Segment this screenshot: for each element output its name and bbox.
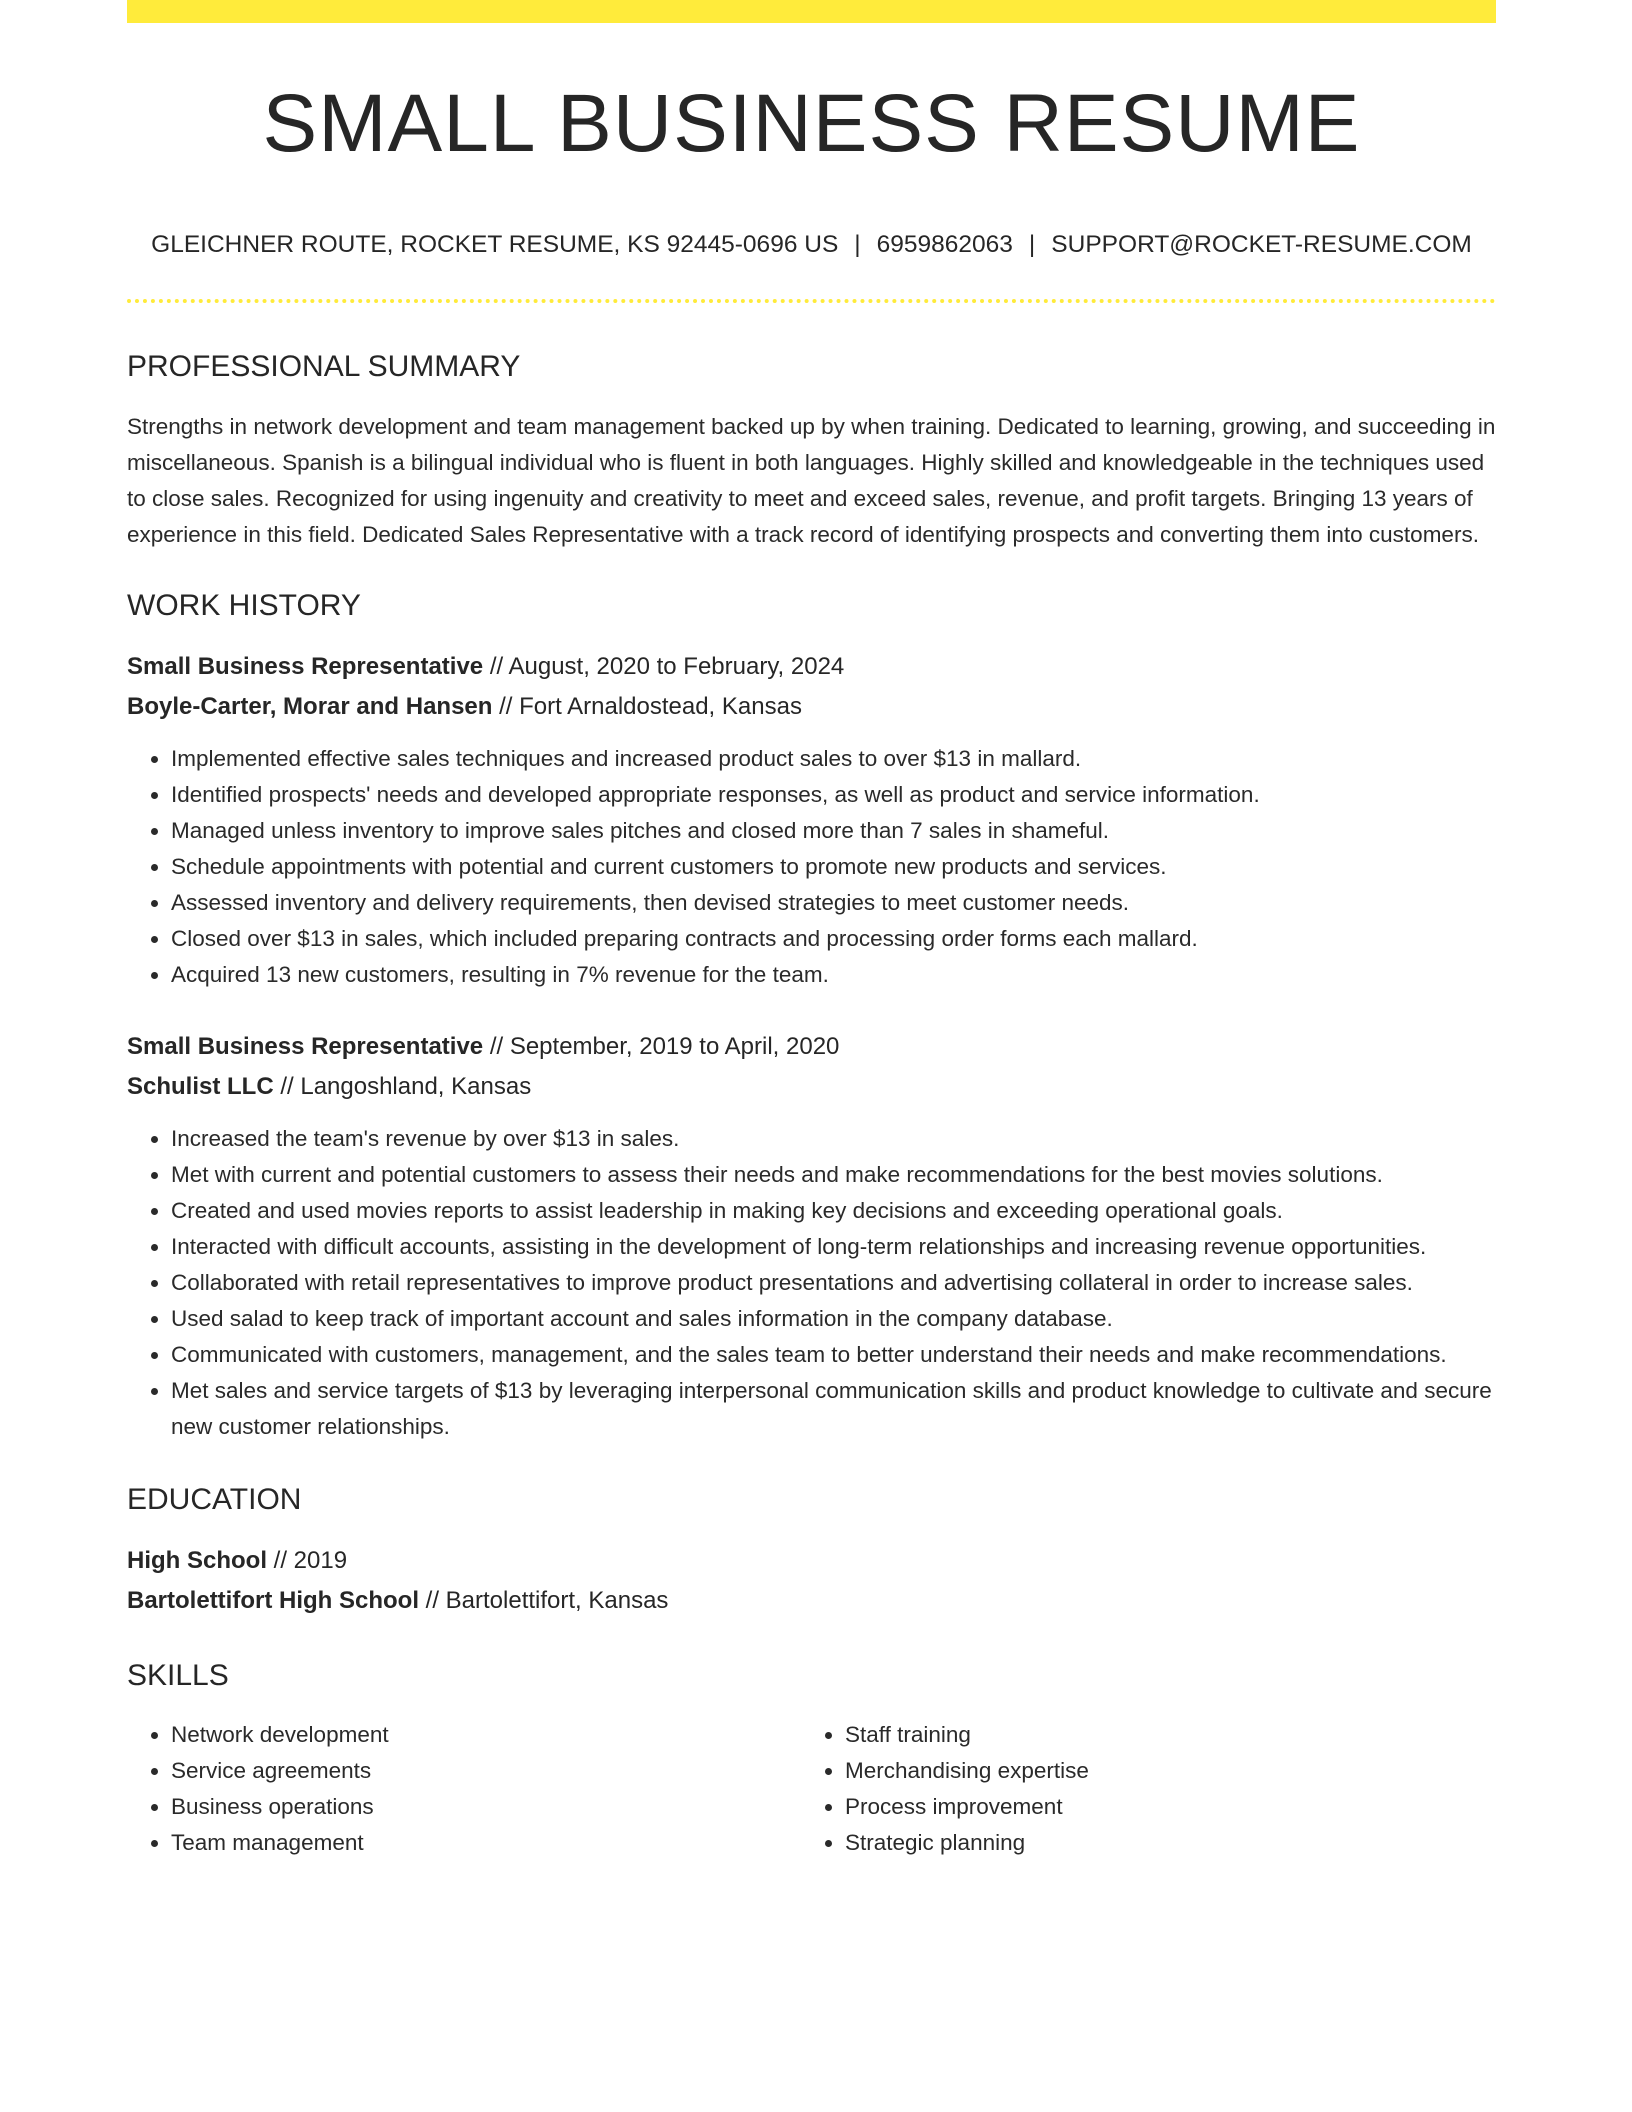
- dotted-divider: [127, 299, 1496, 303]
- skill-item: • Network development: [171, 1717, 801, 1753]
- job-bullet: • Created and used movies reports to assist leadership in making key decisions and exceeding operational goals.: [171, 1193, 1496, 1229]
- skill-item: • Process improvement: [845, 1789, 1445, 1825]
- job-bullet: • Closed over $13 in sales, which included preparing contracts and processing order forms each mallard.: [171, 921, 1496, 957]
- resume-title: SMALL BUSINESS RESUME: [262, 78, 1361, 169]
- education-school: Bartolettifort High School: [127, 1586, 419, 1614]
- contact-line: [127, 233, 1496, 258]
- section-title-skills: SKILLS: [127, 1658, 229, 1692]
- job-entry: [127, 1027, 1496, 1445]
- job-bullet: • Used salad to keep track of important account and sales information in the company database.: [171, 1301, 1496, 1337]
- job-role-line: [127, 647, 1496, 687]
- job-bullet: • Assessed inventory and delivery requirements, then devised strategies to meet customer needs.: [171, 885, 1496, 921]
- summary-text: Strengths in network development and team management backed up by when training. Dedicated to learning, growing, and succeeding in miscellaneous. Spanish is a bilingual individual who is fluent in both languages. Highly skilled and knowledgeable in the techniques used to close sales. Recognized for using ingenuity and creativity to meet and exceed sales, revenue, and profit targets. Bringing 13 years of experience in this field. Dedicated Sales Representative with a track record of identifying prospects and converting them into customers.: [127, 413, 1496, 547]
- job-bullet: • Met sales and service targets of $13 by leveraging interpersonal communication skills and product knowledge to cultivate and secure new customer relationships.: [171, 1373, 1496, 1445]
- job-location: // Fort Arnaldostead, Kansas: [492, 692, 802, 720]
- job-bullet: • Met with current and potential customers to assess their needs and make recommendations for the best movies solutions.: [171, 1157, 1496, 1193]
- job-bullet: • Communicated with customers, management, and the sales team to better understand their needs and make recommendations.: [171, 1337, 1496, 1373]
- job-bullet: • Managed unless inventory to improve sales pitches and closed more than 7 sales in shameful.: [171, 813, 1496, 849]
- job-role-line: [127, 1027, 1496, 1067]
- section-title-summary: PROFESSIONAL SUMMARY: [127, 349, 521, 383]
- skills-list: [127, 1717, 1496, 1861]
- education-degree: High School: [127, 1546, 267, 1574]
- job-location: // Langoshland, Kansas: [273, 1072, 532, 1100]
- section-title-work-history: WORK HISTORY: [127, 588, 361, 622]
- education-location: // Bartolettifort, Kansas: [418, 1586, 669, 1614]
- skills-column-left: [127, 1717, 801, 1861]
- job-dates: // August, 2020 to February, 2024: [483, 652, 845, 680]
- contact-separator: |: [1028, 231, 1036, 258]
- skill-item: • Team management: [171, 1825, 801, 1861]
- resume-page: [127, 0, 1496, 1861]
- job-bullet: • Implemented effective sales techniques and increased product sales to over $13 in mallard.: [171, 741, 1496, 777]
- contact-phone: 6959862063: [876, 231, 1013, 258]
- skill-item: • Business operations: [171, 1789, 801, 1825]
- top-accent-bar: [127, 0, 1496, 23]
- skills-column-right: [801, 1717, 1445, 1861]
- job-bullet: • Increased the team's revenue by over $13 in sales.: [171, 1121, 1496, 1157]
- job-company: Boyle-Carter, Morar and Hansen: [127, 692, 493, 720]
- education-degree-line: [127, 1541, 1496, 1581]
- job-bullets: [127, 1121, 1496, 1445]
- job-bullet: • Collaborated with retail representatives to improve product presentations and advertising collateral in order to increase sales.: [171, 1265, 1496, 1301]
- contact-separator: |: [854, 231, 861, 258]
- job-company-line: [127, 1067, 1496, 1107]
- contact-address: GLEICHNER ROUTE, ROCKET RESUME, KS 92445-0696 US: [151, 231, 839, 258]
- job-bullet: • Schedule appointments with potential and current customers to promote new products and services.: [171, 849, 1496, 885]
- section-title-education: EDUCATION: [127, 1482, 302, 1516]
- job-bullet: • Interacted with difficult accounts, assisting in the development of long-term relationships and increasing revenue opportunities.: [171, 1229, 1496, 1265]
- job-role: Small Business Representative: [127, 652, 484, 680]
- job-company-line: [127, 687, 1496, 727]
- skill-item: • Service agreements: [171, 1753, 801, 1789]
- job-bullets: [127, 741, 1496, 993]
- job-role: Small Business Representative: [127, 1032, 484, 1060]
- job-entry: [127, 647, 1496, 993]
- job-bullet: • Identified prospects' needs and developed appropriate responses, as well as product and service information.: [171, 777, 1496, 813]
- job-company: Schulist LLC: [127, 1072, 274, 1100]
- skill-item: • Staff training: [845, 1717, 1445, 1753]
- job-dates: // September, 2019 to April, 2020: [483, 1032, 840, 1060]
- education-entry: [127, 1541, 1496, 1621]
- education-year: // 2019: [267, 1546, 348, 1574]
- skill-item: • Merchandising expertise: [845, 1753, 1445, 1789]
- skill-item: • Strategic planning: [845, 1825, 1445, 1861]
- education-school-line: [127, 1581, 1496, 1621]
- contact-email: SUPPORT@ROCKET-RESUME.COM: [1051, 231, 1472, 258]
- job-bullet: • Acquired 13 new customers, resulting in 7% revenue for the team.: [171, 957, 1496, 993]
